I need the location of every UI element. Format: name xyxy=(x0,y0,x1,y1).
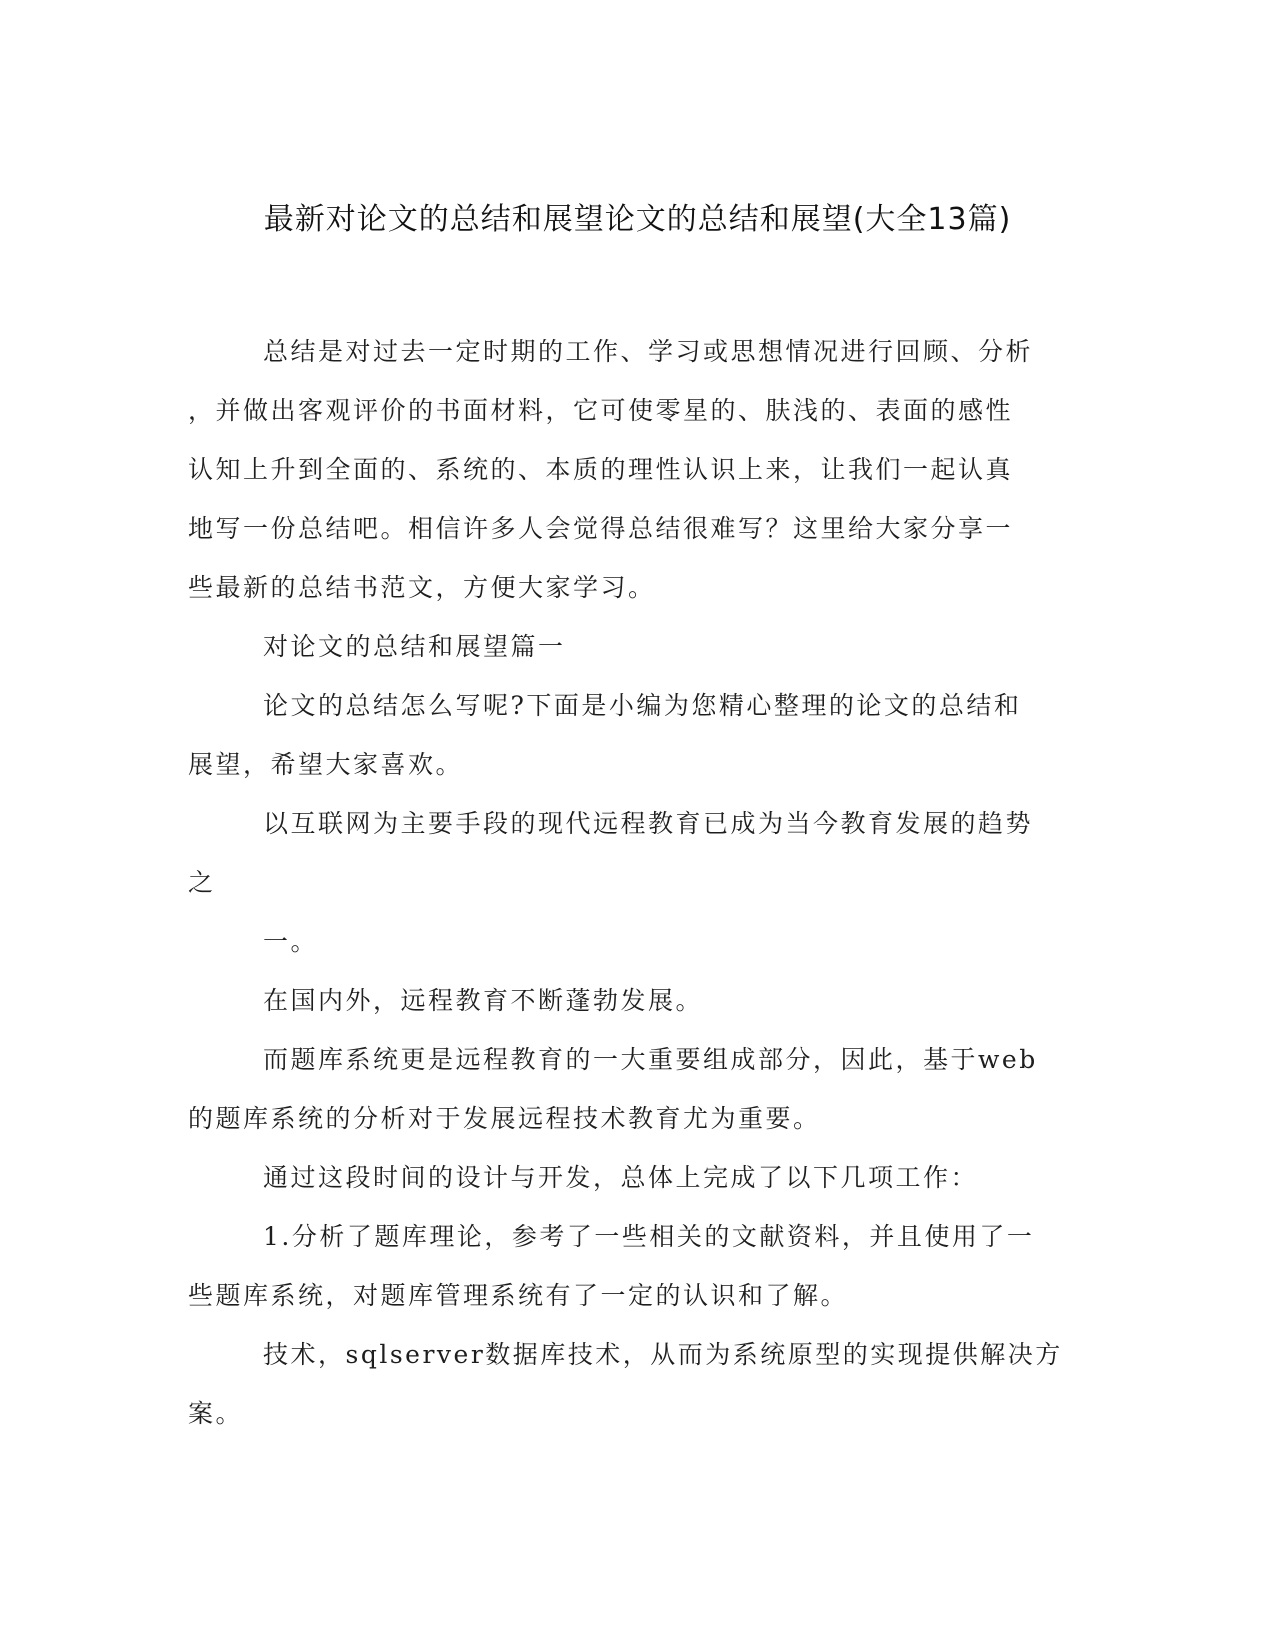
paragraph-line: 在国内外，远程教育不断蓬勃发展。 xyxy=(263,986,704,1015)
paragraph-line: 些最新的总结书范文，方便大家学习。 xyxy=(188,573,656,602)
paragraph-line: 案。 xyxy=(188,1399,244,1428)
document-title: 最新对论文的总结和展望论文的总结和展望(大全13篇) xyxy=(263,202,1012,237)
list-item: 1.分析了题库理论，参考了一些相关的文献资料，并且使用了一 xyxy=(263,1222,1035,1251)
section-heading: 对论文的总结和展望篇一 xyxy=(263,632,566,661)
document-body xyxy=(188,322,1078,1443)
paragraph-line: ，并做出客观评价的书面材料，它可使零星的、肤浅的、表面的感性 xyxy=(188,396,1014,425)
paragraph-line: 展望，希望大家喜欢。 xyxy=(188,750,464,779)
paragraph-line: 的题库系统的分析对于发展远程技术教育尤为重要。 xyxy=(188,1104,821,1133)
paragraph-line: 一。 xyxy=(263,927,319,956)
paragraph-line: 论文的总结怎么写呢?下面是小编为您精心整理的论文的总结和 xyxy=(263,691,1022,720)
paragraph-line: 认知上升到全面的、系统的、本质的理性认识上来，让我们一起认真 xyxy=(188,455,1014,484)
paragraph-line: 而题库系统更是远程教育的一大重要组成部分，因此，基于web xyxy=(263,1045,1038,1074)
list-item-continuation: 些题库系统，对题库管理系统有了一定的认识和了解。 xyxy=(188,1281,849,1310)
paragraph-line: 总结是对过去一定时期的工作、学习或思想情况进行回顾、分析 xyxy=(263,337,1034,366)
paragraph-line: 技术，sqlserver数据库技术，从而为系统原型的实现提供解决方 xyxy=(263,1340,1063,1369)
paragraph-line: 以互联网为主要手段的现代远程教育已成为当今教育发展的趋势 xyxy=(263,809,1034,838)
paragraph-line: 地写一份总结吧。相信许多人会觉得总结很难写？这里给大家分享一 xyxy=(188,514,1014,543)
paragraph-line: 之 xyxy=(188,868,216,897)
paragraph-line: 通过这段时间的设计与开发，总体上完成了以下几项工作： xyxy=(263,1163,979,1192)
